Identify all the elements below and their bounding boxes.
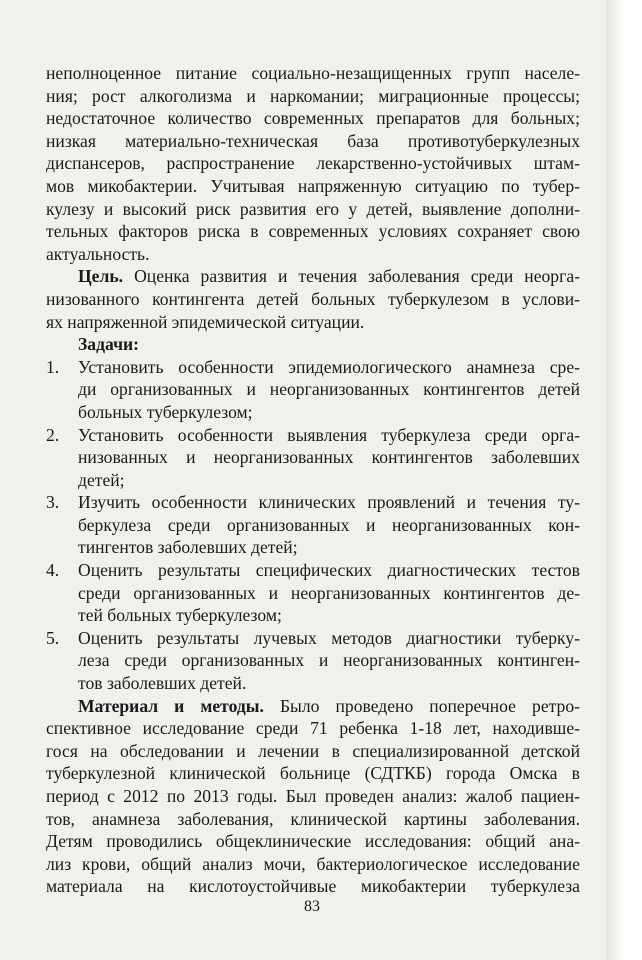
text-line: леза среди организованных и неорганизованных континген- (78, 650, 580, 671)
text-line: Детям проводились общеклинические исследования: общий ана- (46, 831, 580, 852)
tasks-list (46, 356, 580, 695)
text-line: материала на кислотоустойчивые микобактерии туберкулеза (46, 876, 580, 897)
list-item-number: 3. (46, 492, 60, 513)
text-line: Установить особенности эпидемиологического анамнеза сре- (78, 356, 580, 377)
text-line: туберкулезной клинической больнице (СДТКБ) города Омска в (46, 763, 580, 784)
list-item (46, 356, 580, 424)
list-item (46, 627, 580, 695)
text-line: спективное исследование среди 71 ребенка 1-18 лет, находивше- (46, 718, 580, 739)
methods-paragraph (46, 695, 580, 898)
text-line: Оценить результаты лучевых методов диагностики туберку- (78, 627, 580, 648)
list-item-number: 4. (46, 560, 60, 581)
text-line: тингентов заболевших детей; (78, 537, 298, 558)
text-line: низованных и неорганизованных контингентов заболевших (78, 447, 580, 468)
text-line: тельных факторов риска в современных условиях сохраняет свою (46, 221, 580, 242)
text-line: ях напряженной эпидемической ситуации. (46, 311, 365, 332)
list-item-number: 1. (46, 356, 60, 377)
text-line: Изучить особенности клинических проявлений и течения ту- (78, 492, 580, 513)
text-line: тов заболевших детей. (78, 673, 247, 694)
text-line: низованного контингента детей больных туберкулезом в услови- (46, 288, 580, 309)
text-line: Материал и методы. Было проведено поперечное ретро- (78, 695, 580, 716)
list-item-number: 2. (46, 424, 60, 445)
text-line: мов микобактерии. Учитывая напряженную ситуацию по тубер- (46, 175, 580, 196)
text-line: Установить особенности выявления туберкулеза среди орга- (78, 424, 580, 445)
tasks-heading: Задачи: (78, 334, 139, 355)
text-line: беркулеза среди организованных и неорганизованных кон- (78, 514, 580, 535)
list-item (46, 424, 580, 492)
text-line: период с 2012 по 2013 годы. Был проведен анализ: жалоб пациен- (46, 786, 580, 806)
text-line: тей больных туберкулезом; (78, 605, 282, 626)
text-line: гося на обследовании и лечении в специализированной детской (46, 740, 580, 761)
text-line: недостаточное количество современных препаратов для больных; (46, 108, 580, 129)
text-line: неполноценное питание социально-незащищенных групп населе- (46, 63, 580, 83)
text-line: лиз крови, общий анализ мочи, бактериологическое исследование (46, 853, 580, 874)
intro-paragraph (46, 62, 580, 265)
text-line: кулезу и высокий риск развития его у детей, выявление дополни- (46, 198, 580, 219)
text-line: среди организованных и неорганизованных контингентов де- (78, 582, 580, 603)
methods-label: Материал и методы. (78, 695, 264, 716)
text-line: ния; рост алкоголизма и наркомании; миграционные процессы; (46, 85, 580, 106)
text-line: ди организованных и неорганизованных контингентов детей (78, 379, 580, 400)
list-item (46, 491, 580, 559)
goal-paragraph (46, 265, 580, 333)
list-item (46, 559, 580, 627)
text-line: Оценить результаты специфических диагностических тестов (78, 560, 580, 581)
page-edge (606, 0, 624, 960)
text-line: больных туберкулезом; (78, 401, 253, 422)
goal-label: Цель. (78, 266, 124, 287)
text-line: низкая материально-техническая база противотуберкулезных (46, 130, 580, 151)
text-line: тов, анамнеза заболевания, клинической картины заболевания. (46, 808, 580, 829)
text-line: Цель. Оценка развития и течения заболевания среди неорга- (78, 266, 580, 287)
list-item-number: 5. (46, 627, 60, 648)
text-line: актуальность. (46, 243, 150, 264)
page-number: 83 (304, 898, 320, 915)
text-line: детей; (78, 469, 125, 490)
text-line: диспансеров, распространение лекарственно-устойчивых штам- (46, 153, 580, 174)
